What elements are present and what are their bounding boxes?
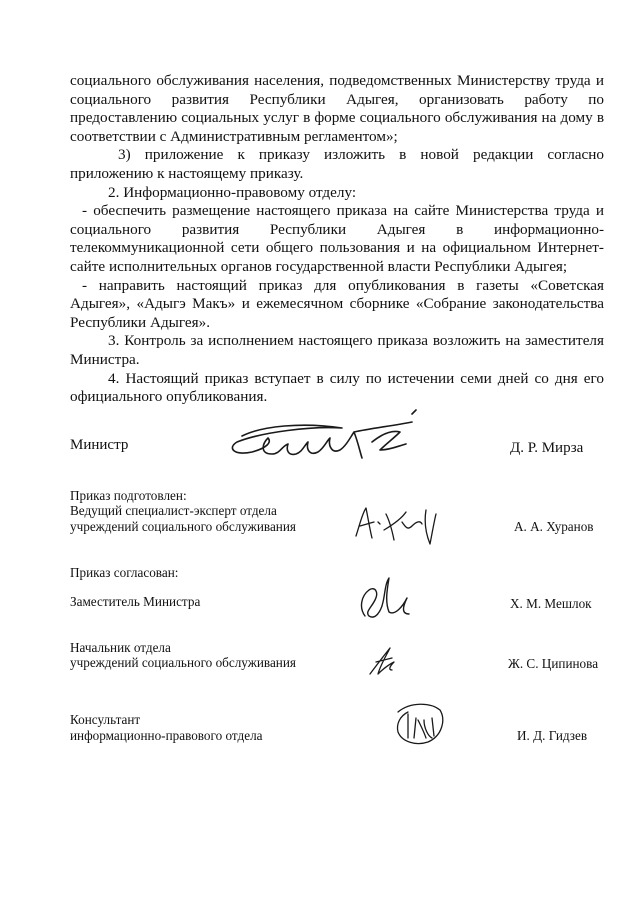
approver-3-position-line2: информационно-правового отдела bbox=[70, 728, 263, 743]
paragraph-point-4: 4. Настоящий приказ вступает в силу по истечении семи дней со дня его официального опубликования. bbox=[70, 369, 604, 406]
paragraph-point-3: 3. Контроль за исполнением настоящего приказа возложить на заместителя Министра. bbox=[70, 332, 604, 368]
minister-name: Д. Р. Мирза bbox=[510, 440, 584, 456]
approver-3-signature-icon bbox=[388, 698, 448, 750]
minister-title: Министр bbox=[70, 437, 129, 453]
approver-3-name: И. Д. Гидзев bbox=[517, 728, 588, 743]
approver-1-signature-icon bbox=[355, 572, 415, 624]
approver-1-position: Заместитель Министра bbox=[70, 594, 201, 609]
paragraph-item-3: 3) приложение к приказу изложить в новой редакции согласно приложению к настоящему приказу. bbox=[70, 146, 604, 182]
paragraph-point-2: 2. Информационно-правовому отделу: bbox=[108, 183, 357, 201]
paragraph-continuation: социального обслуживания населения, подведомственных Министерству труда и социального развития Республики Адыгея, организовать работу по предоставлению социальных услуг в форме социального обслуживания на дому в соответствии с Административным регламентом»; bbox=[70, 72, 604, 145]
prepared-signature-icon bbox=[350, 500, 440, 550]
paragraph-bullet-publish-press: - направить настоящий приказ для опубликования в газеты «Советская Адыгея», «Адыгэ Макъ» и ежемесячном сборнике «Собрание законодательства Республики Адыгея». bbox=[70, 276, 604, 331]
approver-2-signature-icon bbox=[362, 640, 406, 680]
prepared-position-line2: учреждений социального обслуживания bbox=[70, 519, 296, 534]
minister-signature-icon bbox=[222, 408, 437, 466]
prepared-name: А. А. Хуранов bbox=[514, 519, 594, 534]
order-body-text bbox=[70, 72, 604, 407]
approver-2-position-line1: Начальник отдела bbox=[70, 640, 171, 655]
prepared-position-line1: Ведущий специалист-эксперт отдела bbox=[70, 503, 277, 518]
approver-1-name: Х. М. Мешлок bbox=[510, 596, 592, 611]
agreed-header: Приказ согласован: bbox=[70, 565, 179, 580]
approver-2-name: Ж. С. Ципинова bbox=[508, 656, 599, 671]
approver-2-position-line2: учреждений социального обслуживания bbox=[70, 655, 296, 670]
approver-3-position-line1: Консультант bbox=[70, 712, 141, 727]
paragraph-bullet-publish-site: - обеспечить размещение настоящего приказа на сайте Министерства труда и социального развития Республики Адыгея в информационно-телекоммуникационной сети общего пользования и на официальном Интернет-сайте исполнительных органов государственной власти Республики Адыгея; bbox=[70, 202, 604, 275]
prepared-header: Приказ подготовлен: bbox=[70, 488, 187, 503]
